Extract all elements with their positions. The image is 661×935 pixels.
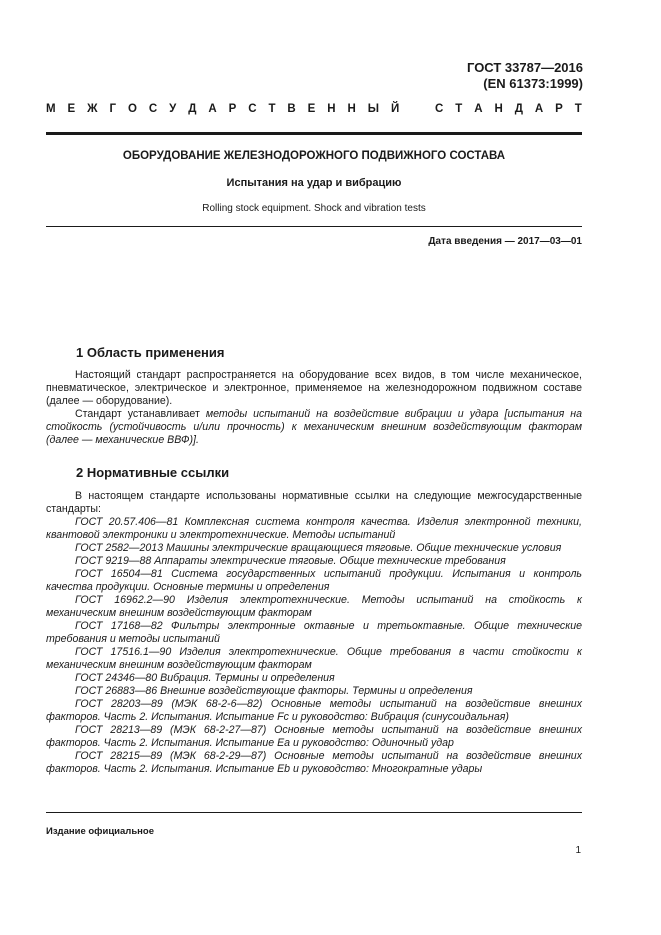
banner-letter: Е (307, 103, 316, 115)
interstate-standard-banner (46, 103, 582, 115)
introduction-date: Дата введения — 2017—03—01 (428, 236, 582, 247)
en-number: (EN 61373:1999) (483, 76, 583, 91)
normative-reference: ГОСТ 24346—80 Вибрация. Термины и определения (75, 672, 335, 684)
title-rule (46, 226, 582, 227)
section-2-body (46, 490, 582, 776)
page-number: 1 (575, 845, 581, 856)
banner-letter: Ы (367, 103, 380, 115)
document-title: ОБОРУДОВАНИЕ ЖЕЛЕЗНОДОРОЖНОГО ПОДВИЖНОГО СОСТАВА (122, 150, 506, 162)
footer-rule (46, 812, 582, 813)
official-edition-label: Издание официальное (46, 826, 154, 837)
banner-letter: С (435, 103, 444, 115)
normative-reference: ГОСТ 26883—86 Внешние воздействующие факторы. Термины и определения (75, 685, 473, 697)
banner-letter: Ж (87, 103, 98, 115)
section-1-paragraph-2 (46, 408, 582, 447)
banner-letter: Т (268, 103, 276, 115)
banner-letter: Н (327, 103, 336, 115)
standard-code (467, 60, 583, 92)
banner-letter: А (534, 103, 544, 115)
section-2-heading: 2 Нормативные ссылки (76, 465, 230, 480)
normative-reference: ГОСТ 28215—89 (МЭК 68-2-29—87) Основные методы испытаний на воздействие внешних факторов. Часть 2. Испытания. Испытание Eb и руководство: Многократные удары (46, 750, 582, 775)
document-subtitle: Испытания на удар и вибрацию (226, 177, 402, 189)
normative-reference: ГОСТ 28213—89 (МЭК 68-2-27—87) Основные методы испытаний на воздействие внешних факторов. Часть 2. Испытания. Испытание Ea и руководство: Одиночный удар (46, 724, 582, 749)
banner-letter: Р (228, 103, 237, 115)
banner-letter: Д (188, 103, 197, 115)
banner-letter: С (248, 103, 257, 115)
banner-letter: Р (555, 103, 563, 115)
banner-letter: Д (514, 103, 523, 115)
section-1-paragraph: Настоящий стандарт распространяется на оборудование всех видов, в том числе механическое, пневматическое, электрическое и электронное, применяемое на железнодорожном подвижном составе (далее — оборудование). (46, 369, 582, 407)
normative-reference: ГОСТ 17168—82 Фильтры электронные октавные и третьоктавные. Общие технические требования и методы испытаний (46, 620, 582, 645)
section-1-body (46, 369, 582, 447)
banner-letter: А (208, 103, 217, 115)
banner-letter: У (169, 103, 177, 115)
section-2-intro: В настоящем стандарте использованы нормативные ссылки на следующие межгосударственные стандарты: (46, 490, 582, 515)
normative-reference: ГОСТ 2582—2013 Машины электрические вращающиеся тяговые. Общие технические условия (75, 542, 562, 554)
gost-number: ГОСТ 33787—2016 (467, 60, 583, 75)
banner-letter: Т (574, 103, 582, 115)
banner-letter: А (474, 103, 483, 115)
document-title-en: Rolling stock equipment. Shock and vibration tests (202, 203, 426, 214)
banner-letter: Й (390, 103, 400, 115)
banner-letter: Е (67, 103, 76, 115)
banner-letter: Н (347, 103, 356, 115)
banner-letter: М (46, 103, 56, 115)
normative-reference: ГОСТ 20.57.406—81 Комплексная система контроля качества. Изделия электронной техники, квантовой электроники и электротехнические. Методы испытаний (46, 516, 582, 541)
banner-letter: Н (494, 103, 503, 115)
normative-reference: ГОСТ 17516.1—90 Изделия электротехнические. Общие требования в части стойкости к механическим внешним воздействующим факторам (46, 646, 582, 671)
p2-italic: методы испытаний на воздействие вибрации и удара [испытания на стойкость (устойчивость и/или прочность) к механическим внешним воздействующим факторам (далее — механические ВВФ)]. (46, 408, 582, 446)
p2-start: Стандарт устанавливает (75, 408, 206, 420)
normative-reference: ГОСТ 28203—89 (МЭК 68-2-6—82) Основные методы испытаний на воздействие внешних факторов. Часть 2. Испытания. Испытание Fc и руководство: Вибрация (синусоидальная) (46, 698, 582, 723)
header-rule (46, 132, 582, 135)
banner-letter: В (287, 103, 296, 115)
section-1-heading: 1 Область применения (76, 345, 225, 360)
banner-letter: Г (109, 103, 117, 115)
banner-letter: С (148, 103, 158, 115)
banner-letter: О (127, 103, 137, 115)
normative-reference: ГОСТ 16962.2—90 Изделия электротехнические. Методы испытаний на стойкость к механическим внешним воздействующим факторам (46, 594, 582, 619)
banner-letter: Т (455, 103, 463, 115)
normative-reference: ГОСТ 9219—88 Аппараты электрические тяговые. Общие технические требования (75, 555, 506, 567)
normative-reference: ГОСТ 16504—81 Система государственных испытаний продукции. Испытания и контроль качества продукции. Основные термины и определения (46, 568, 582, 593)
